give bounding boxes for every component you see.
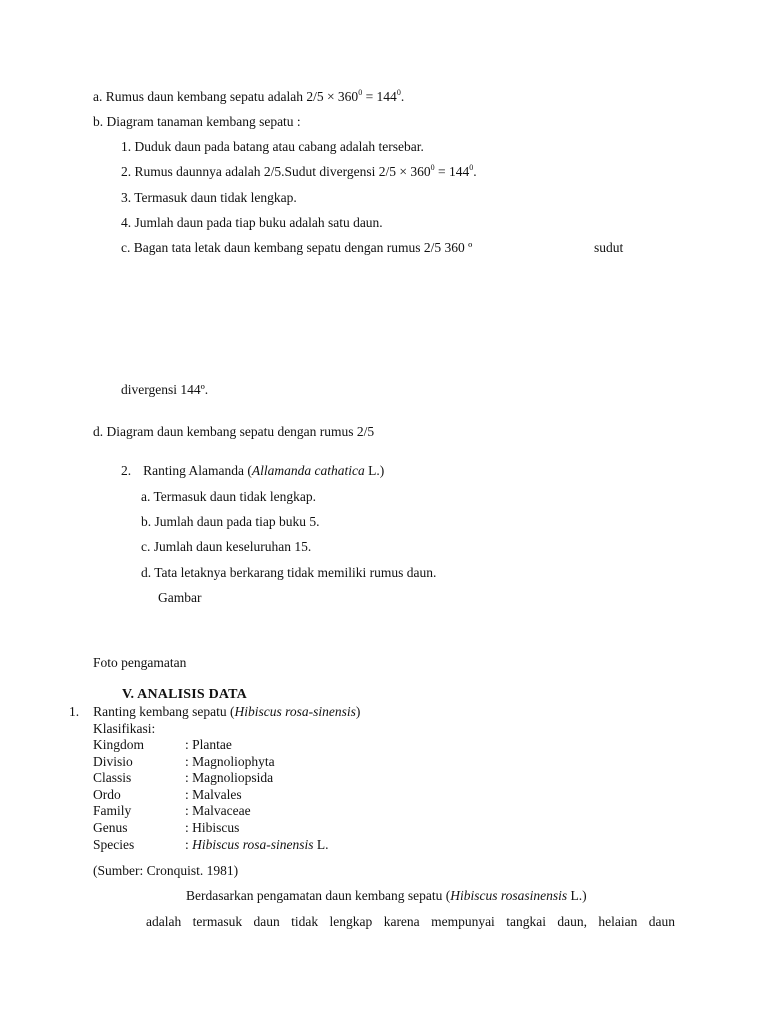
line-klasifikasi: Klasifikasi: [93, 721, 156, 736]
taxonomy-rank: Ordo [93, 786, 121, 802]
taxonomy-row [93, 787, 413, 804]
line-diagram-b: b. Diagram tanaman kembang sepatu : [93, 114, 301, 129]
taxonomy-rank: Species [93, 836, 135, 852]
line-foto-pengamatan: Foto pengamatan [93, 655, 187, 670]
taxonomy-value: : Magnoliophyta [185, 753, 275, 769]
line-rumus-a: a. Rumus daun kembang sepatu adalah $2/5 \times 360^0 = 144^0$. [93, 88, 405, 104]
line-item-1: 1. Duduk daun pada batang atau cabang adalah tersebar. [121, 139, 424, 154]
taxonomy-row [93, 754, 413, 771]
line-bagan-c: c. Bagan tata letak daun kembang sepatu dengan rumus 2/5 360 º [121, 240, 473, 255]
taxonomy-value: : Hibiscus rosa-sinensis L. [185, 836, 329, 852]
taxonomy-value: : Plantae [185, 737, 232, 752]
taxonomy-rank: Divisio [93, 753, 133, 769]
line-bagan-c-right: sudut [594, 240, 624, 255]
line-alamanda-b: b. Jumlah daun pada tiap buku 5. [141, 514, 320, 529]
line-ranting-alamanda: 2. Ranting Alamanda (Allamanda cathatica L.) [121, 463, 385, 478]
line-ranting-kembang-sepatu: 1. Ranting kembang sepatu (Hibiscus rosa-sinensis) [69, 704, 361, 719]
line-item-4: 4. Jumlah daun pada tiap buku adalah satu daun. [121, 215, 383, 230]
taxonomy-value: : Magnoliopsida [185, 770, 274, 786]
taxonomy-value: : Hibiscus [185, 819, 240, 835]
line-divergensi: divergensi 144º. [121, 382, 209, 397]
paragraph-line-2: adalah termasuk daun tidak lengkap karena mempunyai tangkai daun, helaian daun [146, 914, 675, 929]
taxonomy-row [93, 820, 413, 837]
taxonomy-row [93, 837, 413, 854]
taxonomy-rank: Classis [93, 770, 132, 786]
taxonomy-row [93, 803, 413, 820]
taxonomy-row [93, 770, 413, 787]
taxonomy-row [93, 737, 413, 754]
taxonomy-value: : Malvales [185, 786, 242, 802]
line-alamanda-c: c. Jumlah daun keseluruhan 15. [141, 539, 312, 554]
line-alamanda-a: a. Termasuk daun tidak lengkap. [141, 489, 317, 504]
paragraph-line-1: Berdasarkan pengamatan daun kembang sepatu (Hibiscus rosasinensis L.) [186, 888, 587, 903]
taxonomy-rank: Kingdom [93, 737, 145, 752]
line-alamanda-d: d. Tata letaknya berkarang tidak memiliki rumus daun. [141, 565, 437, 580]
line-item-2: 2. Rumus daunnya adalah 2/5.Sudut divergensi $2/5 \times 360^0 = 144^0$. [121, 163, 477, 179]
section-heading-analisis-data: V. ANALISIS DATA [122, 687, 247, 702]
taxonomy-rank: Genus [93, 819, 128, 835]
line-item-3: 3. Termasuk daun tidak lengkap. [121, 190, 297, 205]
line-sumber: (Sumber: Cronquist. 1981) [93, 863, 239, 878]
line-gambar: Gambar [158, 590, 202, 605]
taxonomy-table [93, 737, 413, 853]
taxonomy-rank: Family [93, 803, 132, 819]
taxonomy-value: : Malvaceae [185, 803, 251, 819]
line-diagram-d: d. Diagram daun kembang sepatu dengan rumus 2/5 [93, 424, 375, 439]
